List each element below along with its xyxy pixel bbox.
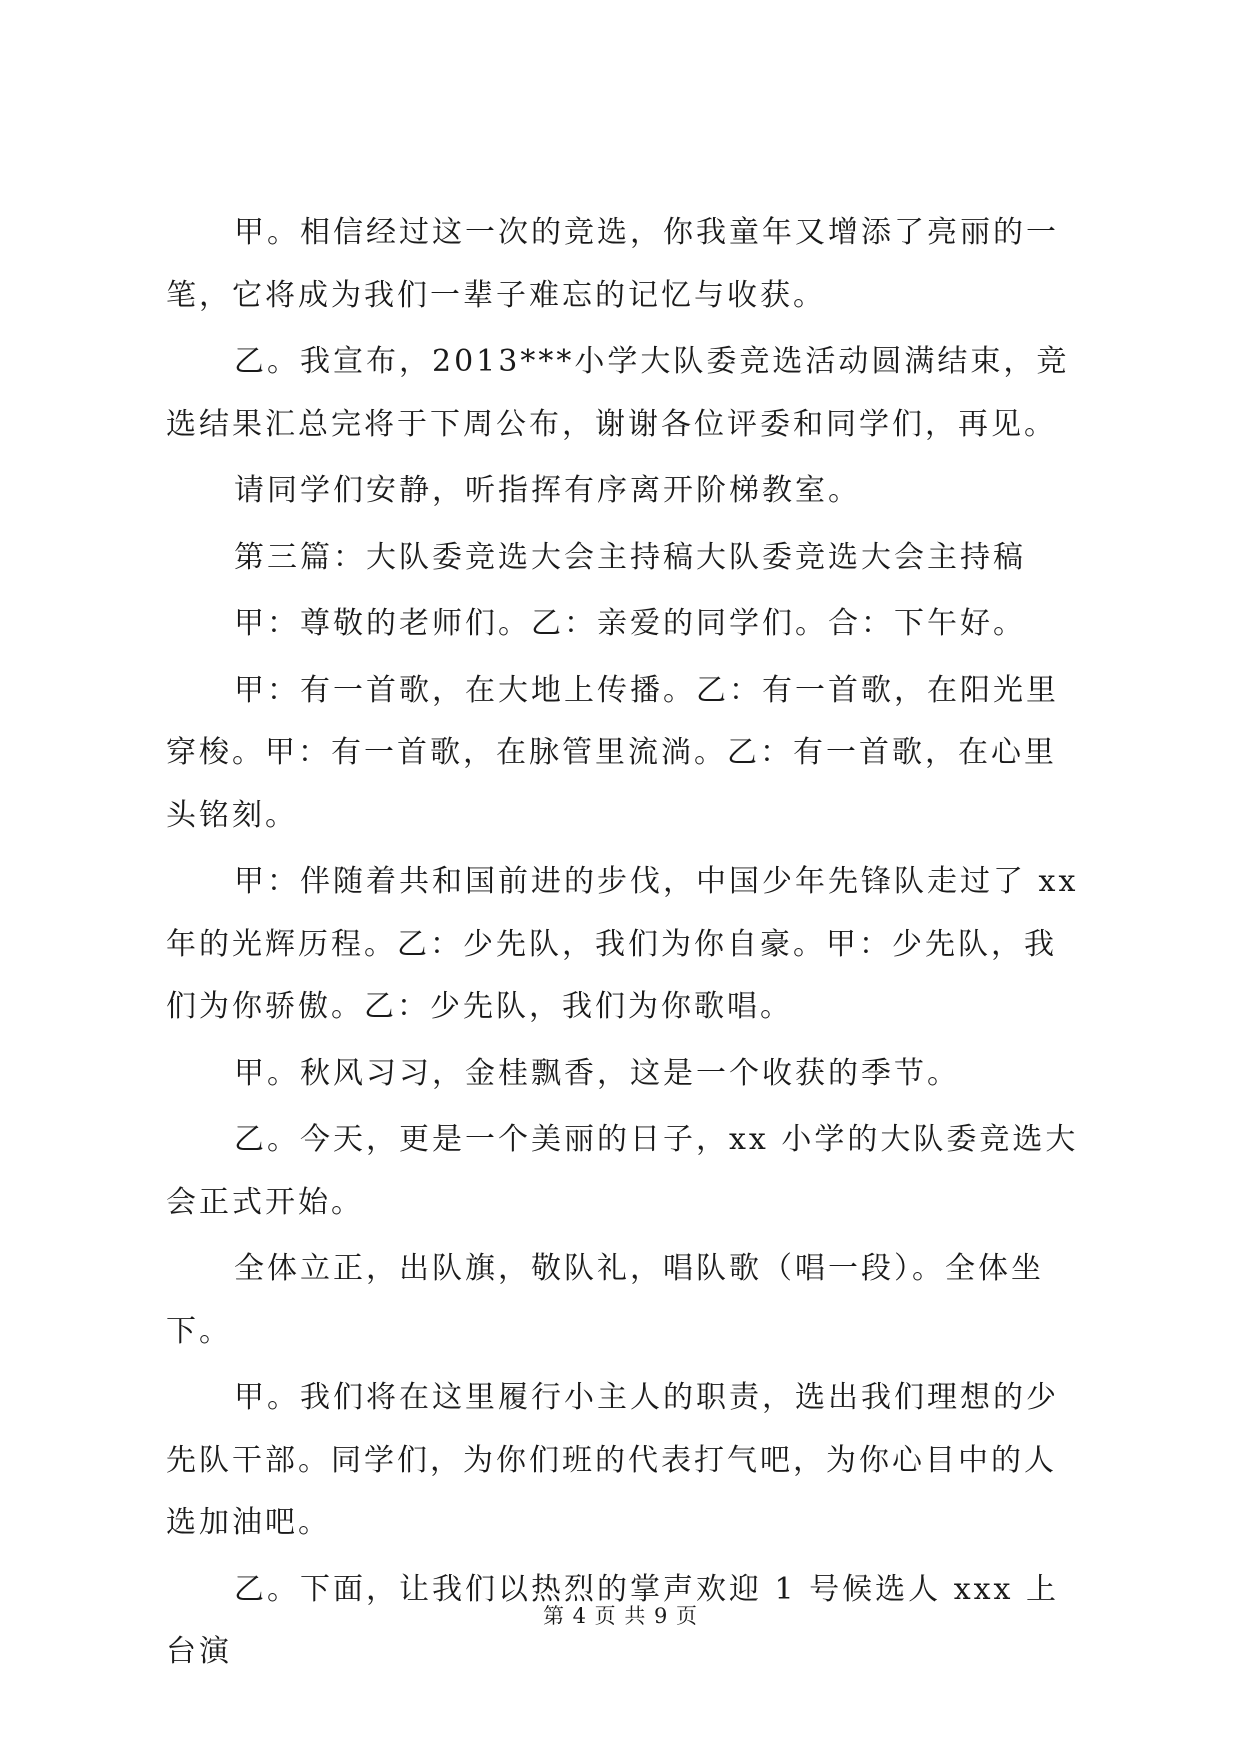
paragraph: 乙。下面，让我们以热烈的掌声欢迎 1 号候选人 xxx 上台演 [166, 1571, 1059, 1669]
paragraph: 甲：有一首歌，在大地上传播。乙：有一首歌，在阳光里穿梭。甲：有一首歌，在脉管里流淌。乙：有一首歌，在心里头铭刻。 [166, 672, 1059, 833]
paragraph: 甲：伴随着共和国前进的步伐，中国少年先锋队走过了 xx 年的光辉历程。乙：少先队，我们为你自豪。甲：少先队，我们为你骄傲。乙：少先队，我们为你歌唱。 [166, 864, 1079, 1024]
paragraph: 甲。秋风习习，金桂飘香，这是一个收获的季节。 [234, 1055, 960, 1091]
page-number-footer: 第 4 页 共 9 页 [542, 1604, 699, 1628]
paragraph: 全体立正，出队旗，敬队礼，唱队歌（唱一段）。全体坐下。 [166, 1251, 1044, 1349]
paragraph: 甲：尊敬的老师们。乙：亲爱的同学们。合：下午好。 [234, 606, 1026, 641]
paragraph: 甲。我们将在这里履行小主人的职责，选出我们理想的少先队干部。同学们，为你们班的代表打气吧，为你心目中的人选加油吧。 [166, 1380, 1059, 1540]
section-heading: 第三篇：大队委竞选大会主持稿大队委竞选大会主持稿 [234, 539, 1026, 575]
document-body [166, 202, 1086, 1688]
paragraph: 乙。今天，更是一个美丽的日子，xx 小学的大队委竞选大会正式开始。 [166, 1122, 1079, 1220]
paragraph: 乙。我宣布，2013***小学大队委竞选活动圆满结束，竞选结果汇总完将于下周公布，谢谢各位评委和同学们，再见。 [166, 344, 1070, 442]
paragraph: 甲。相信经过这一次的竞选，你我童年又增添了亮丽的一笔，它将成为我们一辈子难忘的记忆与收获。 [166, 215, 1059, 313]
paragraph: 请同学们安静，听指挥有序离开阶梯教室。 [234, 473, 861, 508]
